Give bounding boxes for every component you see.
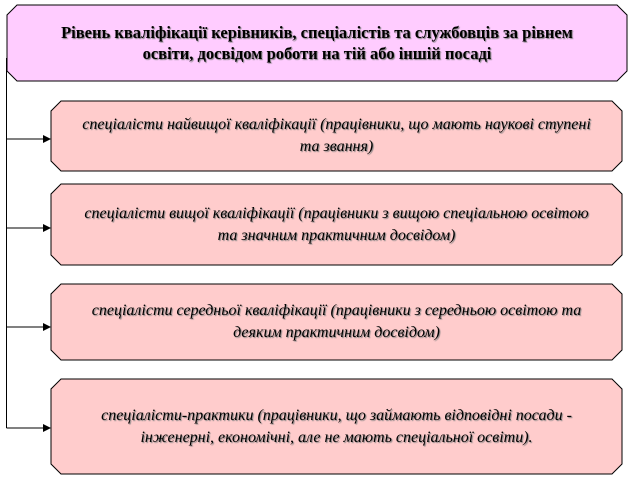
category-label: спеціалісти середньої кваліфікації (працівники з середньою освітою та деяким практичним досвідом) [91,302,582,341]
category-label: спеціалісти найвищої кваліфікації (працівники, що мають наукові ступені та звання) [82,116,591,155]
root-category-box [6,4,628,82]
category-label: спеціалісти вищої кваліфікації (працівники з вищою спеціальною освітою та значним практичним досвідом) [84,204,589,244]
category-label: спеціалісти-практики (працівники, що займають відповідні посади - інженерні, економічні, але не мають спеціальної освіти). [101,406,572,446]
category-box-highest [50,100,623,172]
root-category-title: Рівень кваліфікації керівників, спеціалістів та службовців за рівнем освіти, досвідом роботи на тій або іншій посаді [61,23,573,63]
category-box-higher [50,183,623,266]
category-box-practitioners [50,378,623,475]
category-box-middle [50,283,623,361]
